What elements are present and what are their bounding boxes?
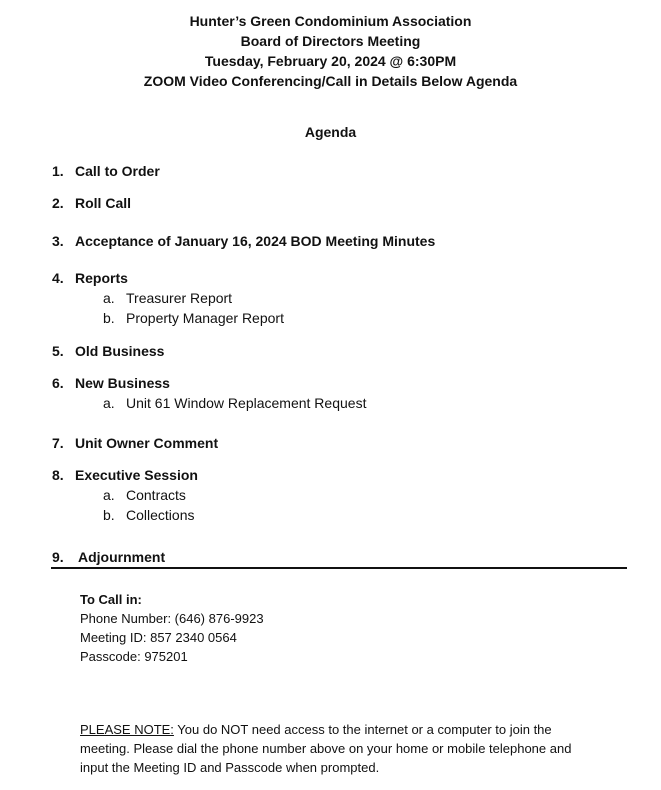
subitem-letter: a.	[103, 395, 115, 411]
agenda-item-5	[52, 342, 164, 360]
item-label: New Business	[75, 375, 170, 391]
zoom-line: ZOOM Video Conferencing/Call in Details Below Agenda	[143, 73, 518, 89]
note-label: PLEASE NOTE:	[80, 722, 174, 737]
subitem-letter: b.	[103, 310, 115, 326]
subitem-letter: a.	[103, 487, 115, 503]
item-label: Call to Order	[75, 163, 160, 179]
agenda-subitem	[103, 506, 194, 524]
agenda-title: Agenda	[304, 124, 357, 140]
call-in-phone: Phone Number: (646) 876-9923	[80, 611, 264, 626]
note-text-1: You do NOT need access to the internet or a computer to join the	[173, 722, 552, 737]
agenda-item-8	[52, 466, 198, 484]
agenda-item-9	[52, 548, 165, 566]
subitem-label: Property Manager Report	[126, 310, 284, 326]
agenda-item-6	[52, 374, 170, 392]
call-in-heading: To Call in:	[80, 592, 142, 607]
meeting-title: Board of Directors Meeting	[240, 33, 421, 49]
item-number: 7.	[52, 435, 64, 451]
divider-line	[51, 567, 627, 569]
agenda-item-7	[52, 434, 218, 452]
item-label: Unit Owner Comment	[75, 435, 219, 451]
subitem-label: Unit 61 Window Replacement Request	[126, 395, 367, 411]
item-label: Old Business	[75, 343, 165, 359]
subitem-label: Collections	[126, 507, 195, 523]
agenda-subitem	[103, 394, 366, 412]
org-title: Hunter’s Green Condominium Association	[189, 13, 472, 29]
agenda-subitem	[103, 289, 232, 307]
item-number: 8.	[52, 467, 64, 483]
agenda-item-3	[52, 232, 435, 250]
agenda-item-2	[52, 194, 131, 212]
subitem-label: Contracts	[126, 487, 186, 503]
subitem-letter: b.	[103, 507, 115, 523]
item-number: 4.	[52, 270, 64, 286]
item-number: 3.	[52, 233, 64, 249]
item-number: 2.	[52, 195, 64, 211]
note-line-3: input the Meeting ID and Passcode when prompted.	[80, 760, 380, 775]
agenda-item-4	[52, 269, 128, 287]
item-label: Acceptance of January 16, 2024 BOD Meeting Minutes	[75, 233, 436, 249]
item-label: Executive Session	[75, 467, 198, 483]
item-label: Reports	[75, 270, 128, 286]
call-in-meeting-id: Meeting ID: 857 2340 0564	[80, 630, 237, 645]
note-line-2: meeting. Please dial the phone number above on your home or mobile telephone and	[80, 741, 572, 756]
item-label: Roll Call	[75, 195, 132, 211]
call-in-passcode: Passcode: 975201	[80, 649, 188, 664]
agenda-subitem	[103, 309, 284, 327]
subitem-letter: a.	[103, 290, 115, 306]
meeting-datetime: Tuesday, February 20, 2024 @ 6:30PM	[204, 53, 457, 69]
agenda-item-1	[52, 162, 160, 180]
item-label: Adjournment	[78, 549, 166, 565]
item-number: 6.	[52, 375, 64, 391]
item-number: 5.	[52, 343, 64, 359]
subitem-label: Treasurer Report	[126, 290, 233, 306]
note-line-1	[80, 720, 552, 739]
item-number: 1.	[52, 163, 64, 179]
agenda-subitem	[103, 486, 186, 504]
item-number: 9.	[52, 549, 64, 565]
